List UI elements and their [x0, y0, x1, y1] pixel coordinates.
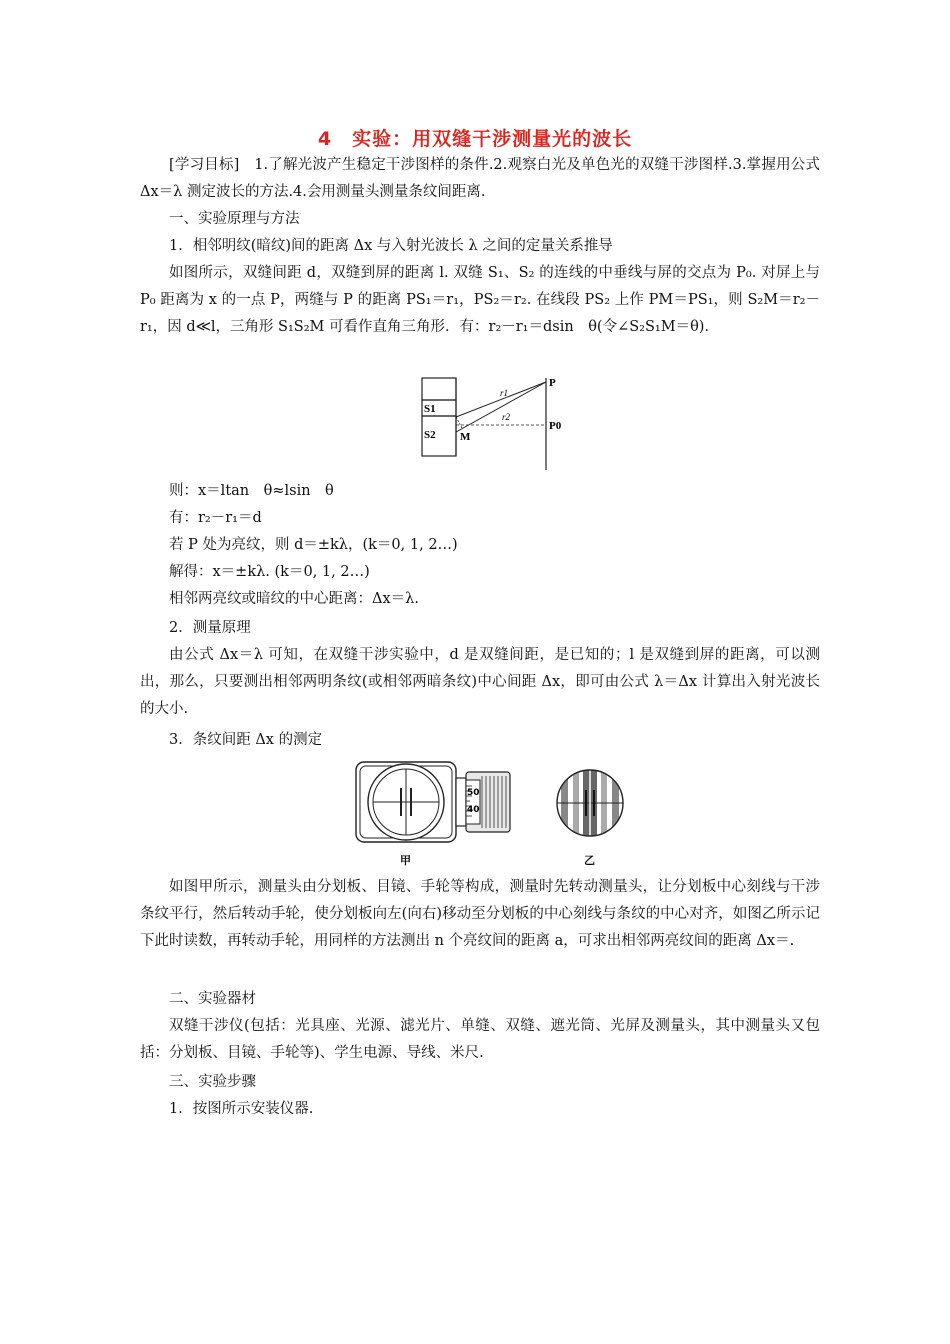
section-heading-principle: 一、实验原理与方法 [169, 211, 300, 227]
equation-fringe-spacing: 相邻两亮纹或暗纹的中心距离：Δx＝λ. [169, 591, 419, 607]
scale-label-50: 50 [467, 788, 480, 798]
subheading-derivation: 1．相邻明纹(暗纹)间的距离 Δx 与入射光波长 λ 之间的定量关系推导 [169, 238, 613, 254]
derivation-paragraph: 如图所示，双缝间距 d，双缝到屏的距离 l. 双缝 S₁、S₂ 的连线的中垂线与屏的交点为 P₀. 对屏上与 P₀ 距离为 x 的一点 P，两缝与 P 的距离 PS₁＝r₁，PS₂＝r₂. 在线段 PS₂ 上作 PM＝PS₁，则 S₂M＝r₂－r₁，因 d≪l，三角形 S₁S₂M 可看作直角三角形．有：r₂－r₁＝dsin θ(令∠S₂S₁M＝θ)． [140, 265, 820, 335]
measurement-principle-paragraph: 由公式 Δx＝λ 可知，在双缝干涉实验中，d 是双缝间距，是已知的；l 是双缝到屏的距离，可以测出，那么，只要测出相邻两明条纹(或相邻两暗条纹)中心间距 Δx，即可由公式 λ＝Δx 计算出入射光波长的大小. [140, 647, 820, 717]
equation-x: 则：x＝ltan θ≈lsin θ [169, 483, 334, 499]
fringe-measurement-paragraph: 如图甲所示，测量头由分划板、目镜、手轮等构成，测量时先转动测量头，让分划板中心刻线与干涉条纹平行，然后转动手轮，使分划板向左(向右)移动至分划板的中心刻线与条纹的中心对齐，如图乙所示记下此时读数，再转动手轮，用同样的方法测出 n 个亮纹间的距离 a，可求出相邻两亮纹间的距离 Δx＝. [140, 879, 820, 949]
label-p0: P0 [549, 420, 562, 432]
label-r1: r1 [500, 388, 509, 398]
caption-yi: 乙 [584, 854, 595, 867]
measuring-head-figure [350, 758, 640, 868]
caption-jia: 甲 [400, 854, 411, 867]
perpendicular-s1m [456, 417, 462, 428]
slit-plate-top [422, 378, 456, 400]
section-heading-steps: 三、实验步骤 [169, 1074, 256, 1090]
label-s1: S1 [424, 403, 436, 415]
section-heading-equipment: 二、实验器材 [169, 991, 256, 1007]
label-p: P [549, 377, 556, 389]
label-s2: S2 [424, 429, 436, 441]
learning-goals: [学习目标] 1.了解光波产生稳定干涉图样的条件.2.观察白光及单色光的双缝干涉图样.3.掌握用公式 Δx＝λ 测定波长的方法.4.会用测量头测量条纹间距离. [140, 157, 820, 200]
equation-bright-condition: 若 P 处为亮纹，则 d＝±kλ，(k＝0, 1, 2…) [169, 537, 458, 553]
page-title: 4 实验：用双缝干涉测量光的波长 [317, 128, 633, 150]
step-1: 1．按图所示安装仪器. [169, 1101, 314, 1117]
label-m: M [460, 431, 471, 443]
equation-path-difference: 有：r₂－r₁＝d [169, 510, 262, 526]
scale-label-40: 40 [467, 805, 480, 815]
subheading-measurement-principle: 2．测量原理 [169, 620, 251, 636]
label-r2: r2 [502, 412, 511, 422]
fringe-pattern [555, 768, 625, 838]
equipment-paragraph: 双缝干涉仪(包括：光具座、光源、滤光片、单缝、双缝、遮光筒、光屏及测量头，其中测量头又包括：分划板、目镜、手轮等)、学生电源、导线、米尺. [140, 1018, 820, 1061]
equation-solution: 解得：x＝±kλ. (k＝0, 1, 2…) [169, 564, 370, 580]
subheading-fringe-measurement: 3．条纹间距 Δx 的测定 [169, 732, 323, 748]
double-slit-geometry-figure [410, 370, 585, 475]
